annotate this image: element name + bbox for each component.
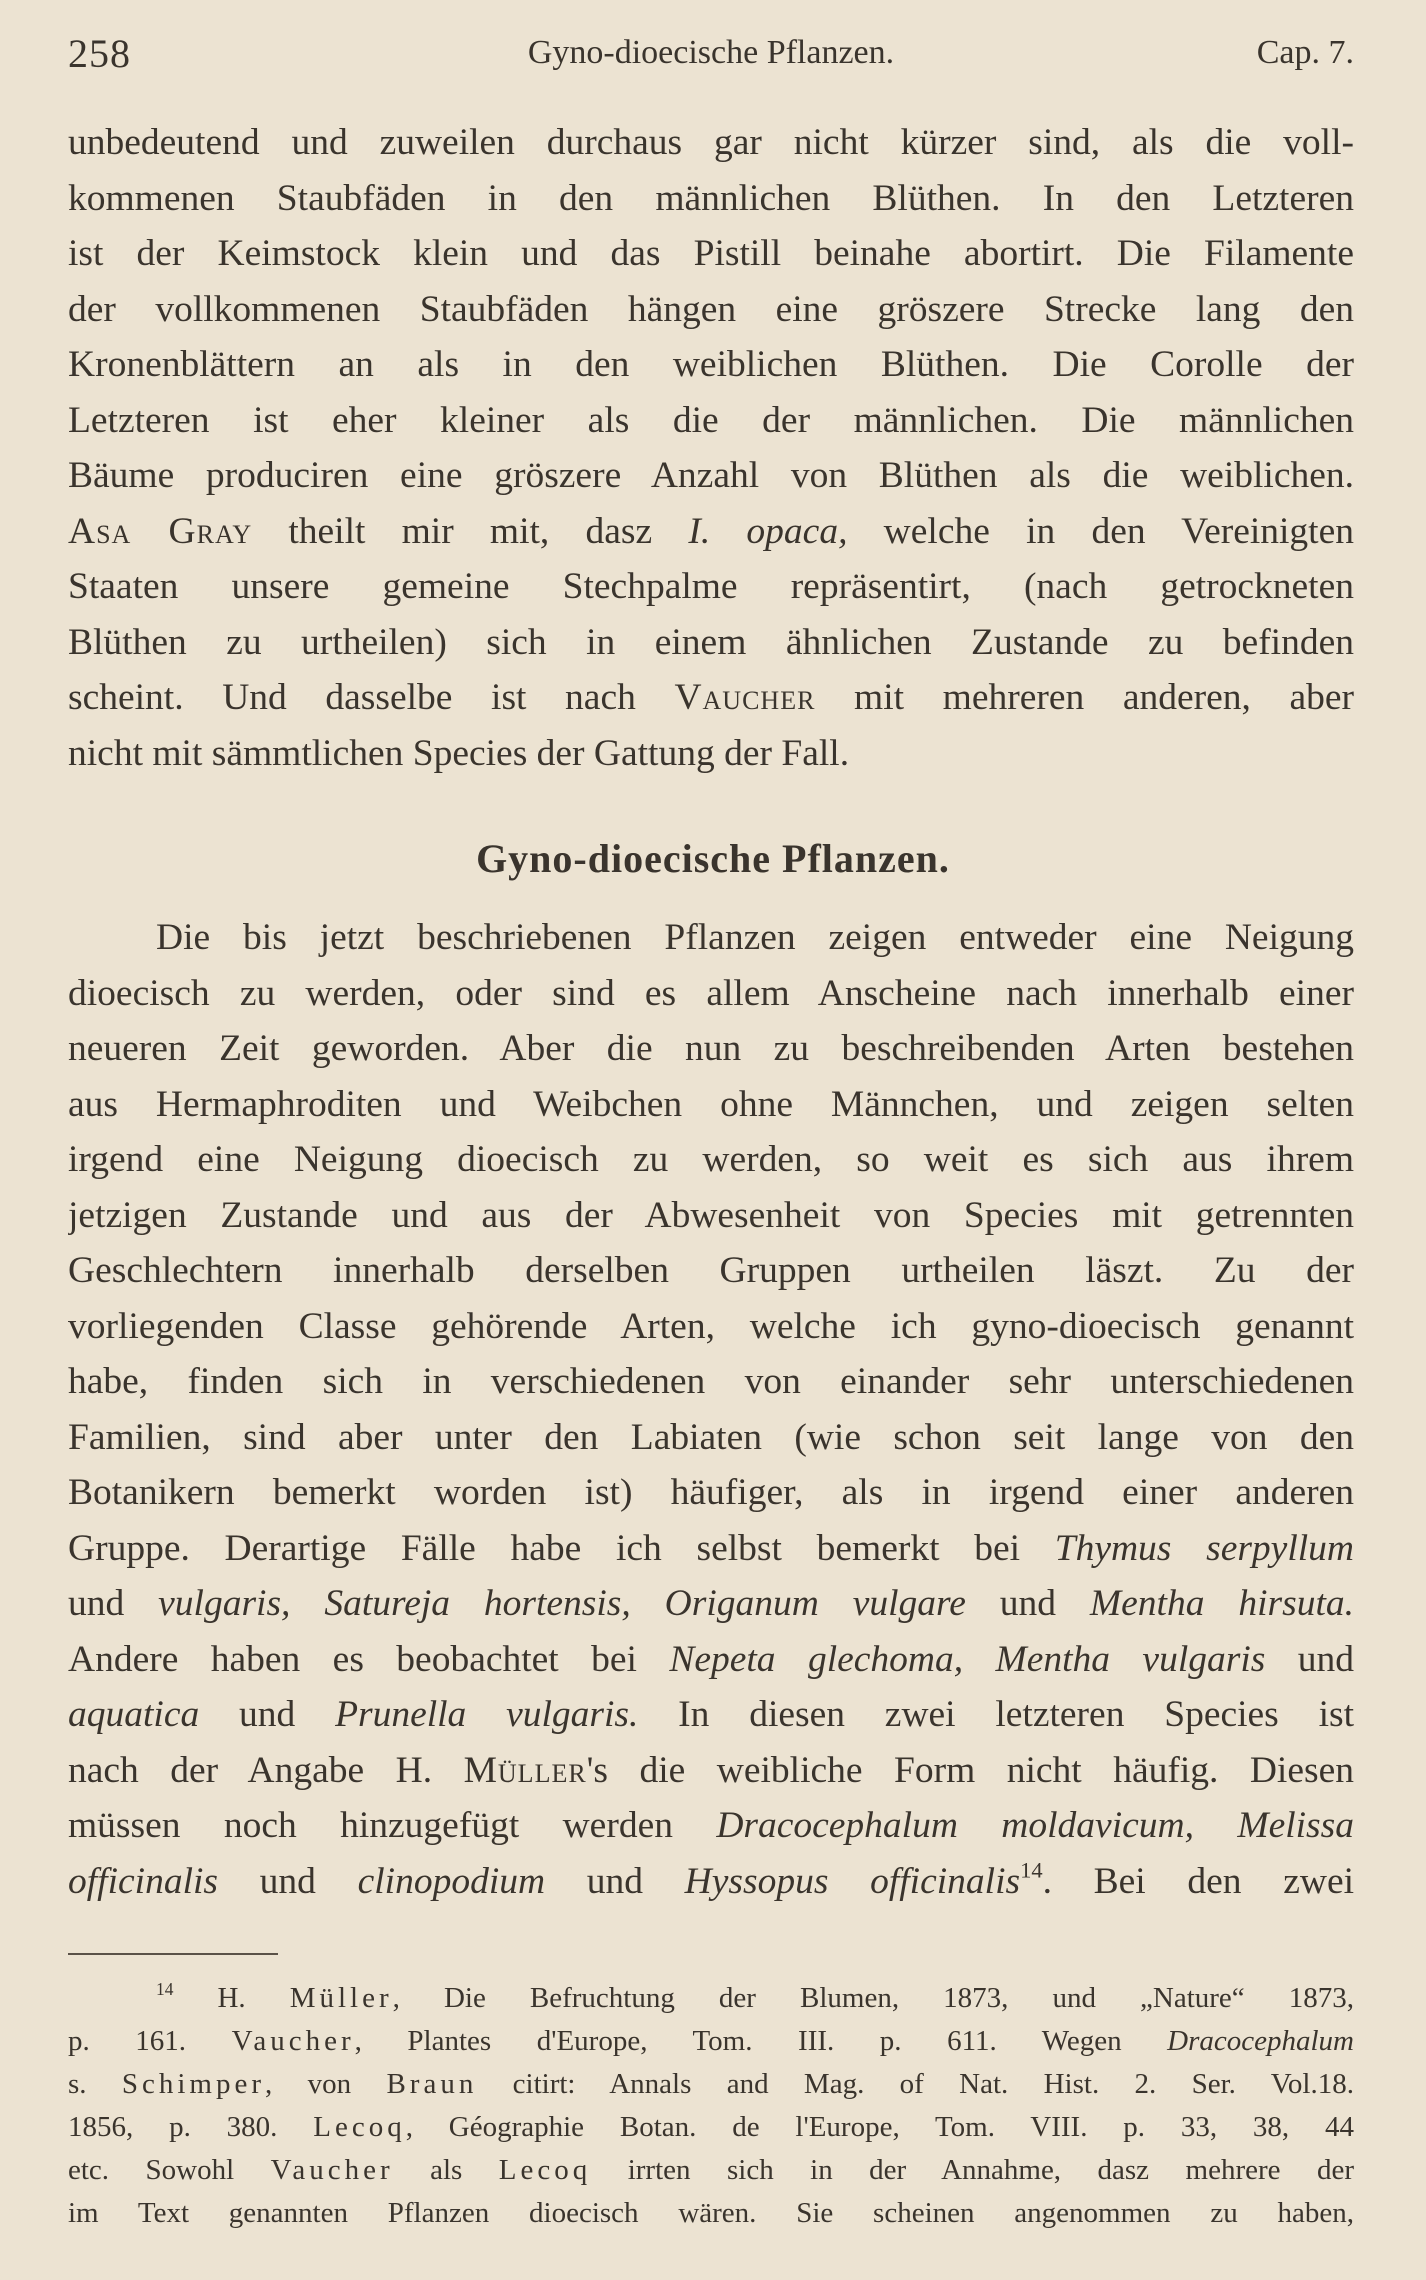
text-run: welche in den Vereinigten	[847, 510, 1354, 552]
text-line	[68, 1743, 1354, 1799]
paragraph-continued	[68, 115, 1354, 781]
species-name: aquatica	[68, 1694, 200, 1735]
text-run: , Plantes d'Europe, Tom. III. p. 611. Wegen	[354, 2025, 1168, 2057]
author-name: Vaucher	[270, 2154, 394, 2186]
species-name: Thymus serpyllum	[1054, 1527, 1354, 1569]
text-run: etc. Sowohl	[68, 2154, 271, 2186]
text-line: Staaten unsere gemeine Stechpalme repräsentirt, (nach getrockneten	[68, 566, 1354, 607]
footnote-line	[68, 2106, 1354, 2149]
text-run: Andere haben es beobachtet bei	[68, 1638, 670, 1680]
author-name: Müller	[463, 1749, 587, 1791]
text-run: und	[1265, 1638, 1354, 1680]
text-line: Letzteren ist eher kleiner als die der männlichen. Die männlichen	[68, 399, 1354, 441]
text-line: vorliegenden Classe gehörende Arten, welche ich gyno-dioecisch genannt	[68, 1305, 1354, 1347]
author-name: Braun	[386, 2068, 478, 2100]
text-run: citirt: Annals and Mag. of Nat. Hist. 2. Ser. Vol.18.	[477, 2068, 1354, 2100]
species-name: Hyssopus officinalis	[684, 1860, 1021, 1902]
species-name: clinopodium	[357, 1860, 546, 1902]
text-line	[68, 1687, 1354, 1743]
running-head	[68, 30, 1354, 80]
section-heading: Gyno-dioecische Pflanzen.	[476, 836, 950, 881]
author-name: Schimper	[121, 2068, 266, 2100]
text-line: kommenen Staubfäden in den männlichen Blüthen. In den Letzteren	[68, 177, 1354, 219]
footnote-line	[68, 2020, 1354, 2063]
text-run: und	[545, 1860, 685, 1902]
text-line: Geschlechtern innerhalb derselben Gruppen urtheilen läszt. Zu der	[68, 1250, 1354, 1291]
text-line: unbedeutend und zuweilen durchaus gar nicht kürzer sind, als die voll-	[68, 122, 1354, 163]
footnote-line: im Text genannten Pflanzen dioecisch wären. Sie scheinen angenommen zu haben,	[68, 2197, 1354, 2229]
text-run: 1856, p. 380.	[68, 2111, 314, 2143]
text-run: , von	[265, 2068, 387, 2100]
species-name: officinalis	[68, 1860, 218, 1902]
text-line: habe, finden sich in verschiedenen von einander sehr unterschiedenen	[68, 1361, 1354, 1402]
author-name: Asa Gray	[68, 510, 253, 552]
text-run: , Géographie Botan. de l'Europe, Tom. VIII. p. 33, 38, 44	[405, 2111, 1354, 2143]
text-run: irrten sich in der Annahme, dasz mehrere der	[591, 2154, 1354, 2186]
text-run: In diesen zwei letzteren Species ist	[638, 1694, 1354, 1735]
author-name: Müller	[289, 1982, 393, 2014]
footnote	[68, 1977, 1354, 2235]
text-line	[68, 1521, 1354, 1577]
text-run: als	[393, 2154, 499, 2186]
text-line: Familien, sind aber unter den Labiaten (wie schon seit lange von den	[68, 1416, 1354, 1458]
text-line: Blüthen zu urtheilen) sich in einem ähnlichen Zustande zu befinden	[68, 621, 1354, 663]
author-name: Vaucher	[674, 677, 816, 718]
text-run: s.	[68, 2068, 122, 2100]
footnote-line	[68, 2149, 1354, 2192]
text-line: ist der Keimstock klein und das Pistill beinahe abortirt. Die Filamente	[68, 233, 1354, 274]
text-line: Kronenblättern an als in den weiblichen Blüthen. Die Corolle der	[68, 344, 1354, 385]
footnote-line	[68, 2063, 1354, 2106]
running-title: Gyno-dioecische Pflanzen.	[527, 34, 895, 71]
footnote-rule	[68, 1953, 278, 1955]
footnote-marker: 14	[156, 1978, 174, 1999]
chapter-label: Cap. 7.	[1256, 34, 1354, 71]
text-line: Die bis jetzt beschriebenen Pflanzen zeigen entweder eine Neigung	[156, 917, 1354, 958]
text-line: jetzigen Zustande und aus der Abwesenheit von Species mit getrennten	[68, 1194, 1354, 1236]
text-line	[68, 1576, 1354, 1632]
page-number: 258	[68, 31, 131, 76]
text-line: aus Hermaphroditen und Weibchen ohne Männchen, und zeigen selten	[68, 1083, 1354, 1125]
text-run: und	[965, 1583, 1090, 1624]
author-name: Lecoq	[498, 2154, 592, 2186]
species-name: I. opaca,	[688, 510, 848, 552]
text-run: theilt mir mit, dasz	[252, 510, 689, 552]
footnote-ref[interactable]: 14	[1020, 1856, 1043, 1882]
text-line: Bäume produciren eine gröszere Anzahl von Blüthen als die weiblichen.	[68, 455, 1354, 496]
text-run: , Die Befruchtung der Blumen, 1873, und „Nature“ 1873,	[392, 1982, 1354, 2014]
species-name: Mentha hirsuta.	[1089, 1583, 1354, 1624]
text-line: neueren Zeit geworden. Aber die nun zu beschreibenden Arten bestehen	[68, 1028, 1354, 1069]
text-line	[68, 1854, 1354, 1910]
paragraph	[68, 910, 1354, 1909]
text-run: H.	[173, 1982, 290, 2014]
text-run: und	[199, 1694, 336, 1735]
text-run: 's die weibliche Form nicht häufig. Diesen	[586, 1749, 1354, 1791]
text-line: dioecisch zu werden, oder sind es allem Anscheine nach innerhalb einer	[68, 972, 1354, 1014]
text-run: p. 161.	[68, 2025, 232, 2057]
text-run: müssen noch hinzugefügt werden	[68, 1805, 717, 1846]
text-line: nicht mit sämmtlichen Species der Gattung der Fall.	[68, 732, 850, 774]
text-line: irgend eine Neigung dioecisch zu werden, so weit es sich aus ihrem	[68, 1139, 1354, 1180]
species-name: Nepeta glechoma, Mentha vulgaris	[669, 1638, 1266, 1680]
text-line	[68, 1798, 1354, 1854]
species-name: Dracocephalum	[1167, 2025, 1354, 2057]
species-name: Dracocephalum moldavicum, Melissa	[716, 1805, 1354, 1846]
author-name: Vaucher	[231, 2025, 355, 2057]
species-name: vulgaris, Satureja hortensis, Origanum vulgare	[158, 1583, 966, 1624]
text-run: und	[68, 1583, 159, 1624]
text-run: . Bei den zwei	[1042, 1860, 1354, 1902]
species-name: Prunella vulgaris.	[335, 1694, 639, 1735]
text-run: scheint. Und dasselbe ist nach	[68, 677, 675, 718]
text-line: der vollkommenen Staubfäden hängen eine gröszere Strecke lang den	[68, 288, 1354, 330]
text-line	[68, 1632, 1354, 1688]
author-name: Lecoq	[313, 2111, 406, 2143]
footnote-line	[68, 1977, 1354, 2020]
text-run: und	[218, 1860, 358, 1902]
text-run: nach der Angabe H.	[68, 1749, 464, 1791]
text-run: Gruppe. Derartige Fälle habe ich selbst bemerkt bei	[68, 1527, 1055, 1569]
text-line	[68, 670, 1354, 726]
text-line: Botanikern bemerkt worden ist) häufiger, als in irgend einer anderen	[68, 1472, 1354, 1513]
text-run: mit mehreren anderen, aber	[815, 677, 1354, 718]
text-line	[68, 504, 1354, 560]
